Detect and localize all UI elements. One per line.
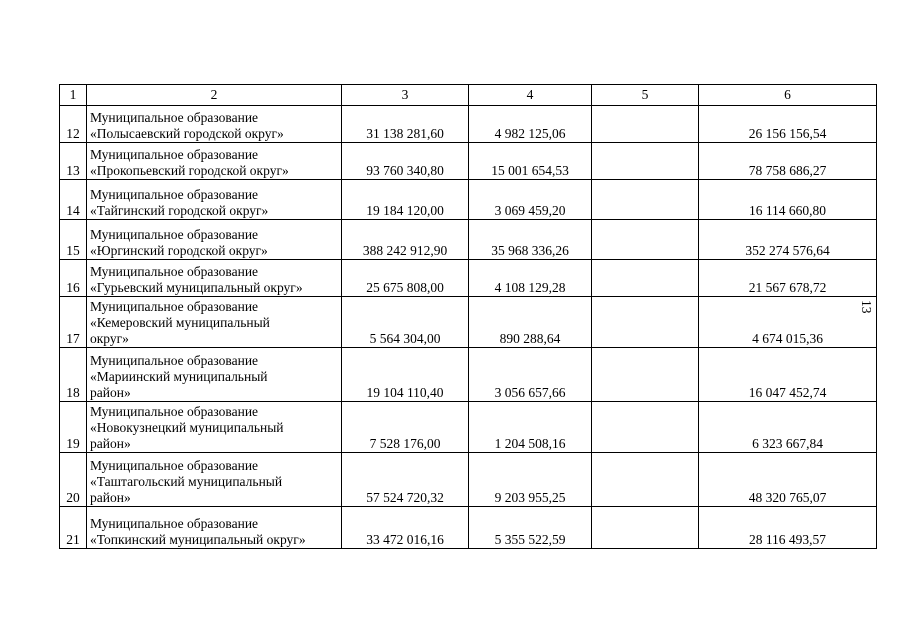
header-cell-5: 5 <box>592 85 699 106</box>
value-cell-c4: 4 982 125,06 <box>469 106 592 143</box>
value-cell-c3: 31 138 281,60 <box>342 106 469 143</box>
value-cell-c4: 1 204 508,16 <box>469 402 592 453</box>
value-cell-c5 <box>592 507 699 549</box>
municipality-name <box>87 260 342 297</box>
row-number: 17 <box>60 297 87 348</box>
row-number: 12 <box>60 106 87 143</box>
value-cell-c3: 19 104 110,40 <box>342 348 469 402</box>
value-cell-c4: 3 069 459,20 <box>469 180 592 220</box>
value-cell-c4: 9 203 955,25 <box>469 453 592 507</box>
municipality-name-line: Муниципальное образование <box>90 516 259 531</box>
municipality-name-line: район» <box>90 490 131 505</box>
value-cell-c4: 15 001 654,53 <box>469 143 592 180</box>
municipality-name-line: «Мариинский муниципальный <box>90 369 268 384</box>
value-cell-c3: 33 472 016,16 <box>342 507 469 549</box>
header-cell-6: 6 <box>699 85 877 106</box>
value-cell-c3: 7 528 176,00 <box>342 402 469 453</box>
municipality-name-line: «Таштагольский муниципальный <box>90 474 283 489</box>
header-row <box>60 85 877 106</box>
municipality-name-line: Муниципальное образование <box>90 353 259 368</box>
value-cell-c4: 35 968 336,26 <box>469 220 592 260</box>
value-cell-c6: 6 323 667,84 <box>699 402 877 453</box>
municipality-name-line: Муниципальное образование <box>90 110 259 125</box>
municipality-name-line: Муниципальное образование <box>90 299 259 314</box>
row-number: 18 <box>60 348 87 402</box>
table-row <box>60 297 877 348</box>
row-number: 21 <box>60 507 87 549</box>
value-cell-c5 <box>592 297 699 348</box>
header-cell-4: 4 <box>469 85 592 106</box>
value-cell-c6: 78 758 686,27 <box>699 143 877 180</box>
table-row <box>60 260 877 297</box>
value-cell-c6: 4 674 015,36 <box>699 297 877 348</box>
value-cell-c5 <box>592 402 699 453</box>
municipality-name-line: «Юргинский городской округ» <box>90 243 268 258</box>
value-cell-c6: 26 156 156,54 <box>699 106 877 143</box>
row-number: 20 <box>60 453 87 507</box>
value-cell-c5 <box>592 220 699 260</box>
table-row <box>60 453 877 507</box>
value-cell-c4: 5 355 522,59 <box>469 507 592 549</box>
header-cell-3: 3 <box>342 85 469 106</box>
municipality-name <box>87 402 342 453</box>
municipality-name <box>87 453 342 507</box>
municipality-name <box>87 348 342 402</box>
municipality-name-line: Муниципальное образование <box>90 147 259 162</box>
municipality-name-line: «Гурьевский муниципальный округ» <box>90 280 303 295</box>
value-cell-c3: 57 524 720,32 <box>342 453 469 507</box>
value-cell-c5 <box>592 180 699 220</box>
municipality-name-line: Муниципальное образование <box>90 458 259 473</box>
value-cell-c3: 93 760 340,80 <box>342 143 469 180</box>
municipality-name <box>87 106 342 143</box>
distribution-table <box>59 84 877 549</box>
municipality-name-line: Муниципальное образование <box>90 227 259 242</box>
table-row <box>60 507 877 549</box>
value-cell-c3: 388 242 912,90 <box>342 220 469 260</box>
value-cell-c3: 25 675 808,00 <box>342 260 469 297</box>
municipality-name-line: район» <box>90 436 131 451</box>
municipality-name <box>87 143 342 180</box>
municipality-name <box>87 220 342 260</box>
value-cell-c5 <box>592 453 699 507</box>
municipality-name-line: Муниципальное образование <box>90 264 259 279</box>
row-number: 16 <box>60 260 87 297</box>
value-cell-c6: 352 274 576,64 <box>699 220 877 260</box>
municipality-name-line: район» <box>90 385 131 400</box>
municipality-name-line: «Топкинский муниципальный округ» <box>90 532 306 547</box>
page-number: 13 <box>859 300 874 314</box>
table-row <box>60 348 877 402</box>
value-cell-c6: 16 047 452,74 <box>699 348 877 402</box>
header-cell-2: 2 <box>87 85 342 106</box>
value-cell-c5 <box>592 260 699 297</box>
municipality-name-line: «Новокузнецкий муниципальный <box>90 420 284 435</box>
municipality-name-line: «Кемеровский муниципальный <box>90 315 270 330</box>
value-cell-c5 <box>592 143 699 180</box>
value-cell-c6: 48 320 765,07 <box>699 453 877 507</box>
municipality-name <box>87 180 342 220</box>
municipality-name-line: «Прокопьевский городской округ» <box>90 163 289 178</box>
value-cell-c5 <box>592 106 699 143</box>
table-row <box>60 220 877 260</box>
value-cell-c3: 5 564 304,00 <box>342 297 469 348</box>
table-body <box>60 85 877 549</box>
table-row <box>60 180 877 220</box>
table-row <box>60 143 877 180</box>
municipality-name-line: Муниципальное образование <box>90 404 259 419</box>
value-cell-c4: 4 108 129,28 <box>469 260 592 297</box>
row-number: 13 <box>60 143 87 180</box>
table-row <box>60 106 877 143</box>
value-cell-c3: 19 184 120,00 <box>342 180 469 220</box>
value-cell-c5 <box>592 348 699 402</box>
table-row <box>60 402 877 453</box>
header-cell-1: 1 <box>60 85 87 106</box>
row-number: 14 <box>60 180 87 220</box>
row-number: 19 <box>60 402 87 453</box>
municipality-name-line: округ» <box>90 331 129 346</box>
municipality-name <box>87 297 342 348</box>
value-cell-c6: 16 114 660,80 <box>699 180 877 220</box>
value-cell-c6: 21 567 678,72 <box>699 260 877 297</box>
value-cell-c4: 3 056 657,66 <box>469 348 592 402</box>
municipality-name-line: «Полысаевский городской округ» <box>90 126 284 141</box>
municipality-name <box>87 507 342 549</box>
municipality-name-line: «Тайгинский городской округ» <box>90 203 269 218</box>
row-number: 15 <box>60 220 87 260</box>
municipality-name-line: Муниципальное образование <box>90 187 259 202</box>
value-cell-c4: 890 288,64 <box>469 297 592 348</box>
value-cell-c6: 28 116 493,57 <box>699 507 877 549</box>
